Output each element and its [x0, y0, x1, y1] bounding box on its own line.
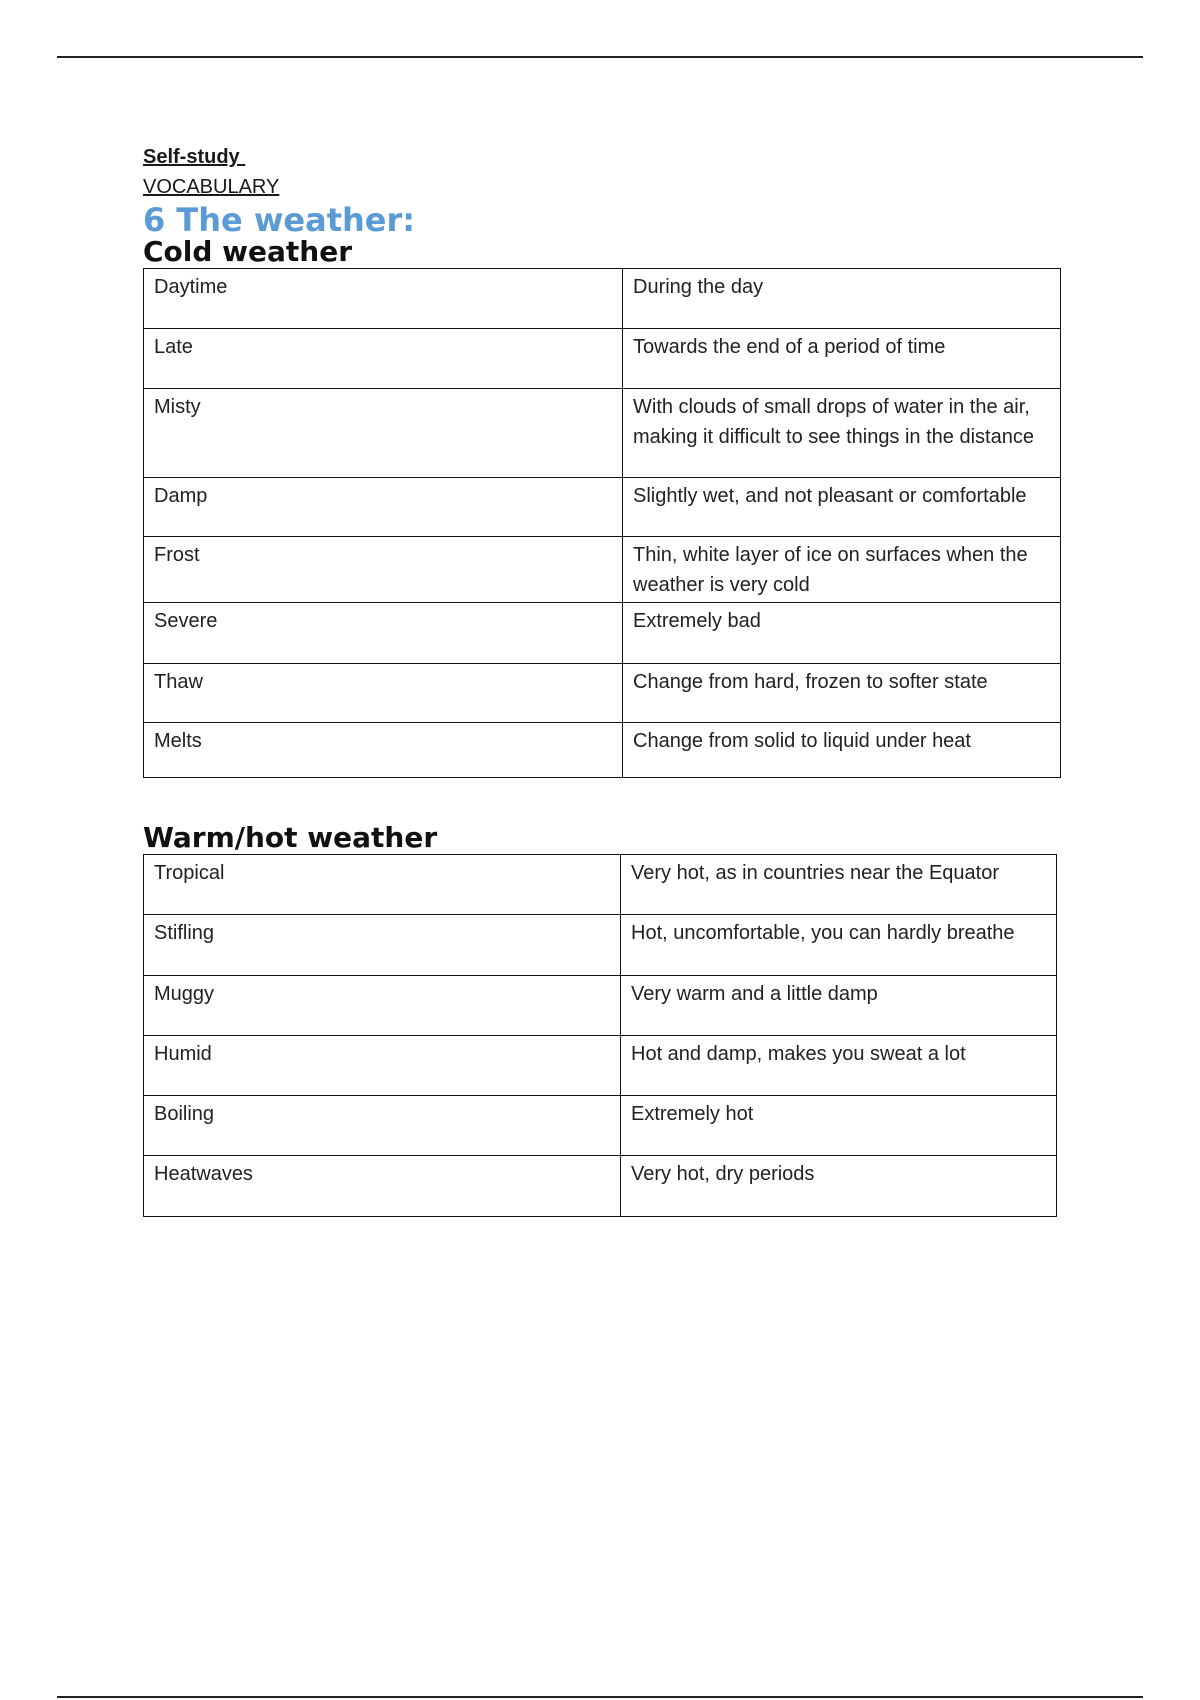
warm-weather-table: [143, 854, 1057, 1217]
table-row: [144, 478, 1061, 537]
table-row: [144, 915, 1057, 976]
self-study-label: Self-study: [143, 146, 246, 168]
term-cell: Daytime: [144, 269, 623, 329]
table-row: [144, 1156, 1057, 1217]
definition-cell: Very hot, dry periods: [621, 1156, 1057, 1217]
definition-cell: Towards the end of a period of time: [623, 329, 1061, 389]
definition-cell: During the day: [623, 269, 1061, 329]
cold-weather-heading: Cold weather: [143, 235, 353, 268]
definition-cell: With clouds of small drops of water in the air, making it difficult to see things in the distance: [623, 389, 1061, 478]
definition-cell: Hot, uncomfortable, you can hardly breathe: [621, 915, 1057, 976]
table-row: [144, 1036, 1057, 1096]
term-cell: Humid: [144, 1036, 621, 1096]
document-body: [143, 144, 1063, 1217]
term-cell: Damp: [144, 478, 623, 537]
term-cell: Muggy: [144, 976, 621, 1036]
definition-cell: Slightly wet, and not pleasant or comfortable: [623, 478, 1061, 537]
definition-cell: Extremely hot: [621, 1096, 1057, 1156]
page-bottom-rule: [57, 1696, 1143, 1698]
term-cell: Boiling: [144, 1096, 621, 1156]
warm-weather-heading: Warm/hot weather: [143, 821, 438, 854]
definition-cell: Hot and damp, makes you sweat a lot: [621, 1036, 1057, 1096]
table-row: [144, 603, 1061, 664]
table-row: [144, 389, 1061, 478]
table-row: [144, 269, 1061, 329]
table-row: [144, 664, 1061, 723]
table-row: [144, 1096, 1057, 1156]
term-cell: Thaw: [144, 664, 623, 723]
term-cell: Melts: [144, 723, 623, 778]
page-top-rule: [57, 56, 1143, 58]
definition-cell: Change from solid to liquid under heat: [623, 723, 1061, 778]
term-cell: Stifling: [144, 915, 621, 976]
term-cell: Tropical: [144, 855, 621, 915]
term-cell: Misty: [144, 389, 623, 478]
table-row: [144, 723, 1061, 778]
definition-cell: Very warm and a little damp: [621, 976, 1057, 1036]
term-cell: Frost: [144, 537, 623, 603]
table-row: [144, 329, 1061, 389]
term-cell: Severe: [144, 603, 623, 664]
table-row: [144, 537, 1061, 603]
table-row: [144, 855, 1057, 915]
term-cell: Late: [144, 329, 623, 389]
vocabulary-label: VOCABULARY: [143, 176, 280, 198]
definition-cell: Thin, white layer of ice on surfaces when the weather is very cold: [623, 537, 1061, 603]
table-row: [144, 976, 1057, 1036]
definition-cell: Change from hard, frozen to softer state: [623, 664, 1061, 723]
term-cell: Heatwaves: [144, 1156, 621, 1217]
definition-cell: Very hot, as in countries near the Equator: [621, 855, 1057, 915]
cold-weather-table: [143, 268, 1061, 778]
chapter-title: 6 The weather:: [143, 201, 416, 239]
definition-cell: Extremely bad: [623, 603, 1061, 664]
